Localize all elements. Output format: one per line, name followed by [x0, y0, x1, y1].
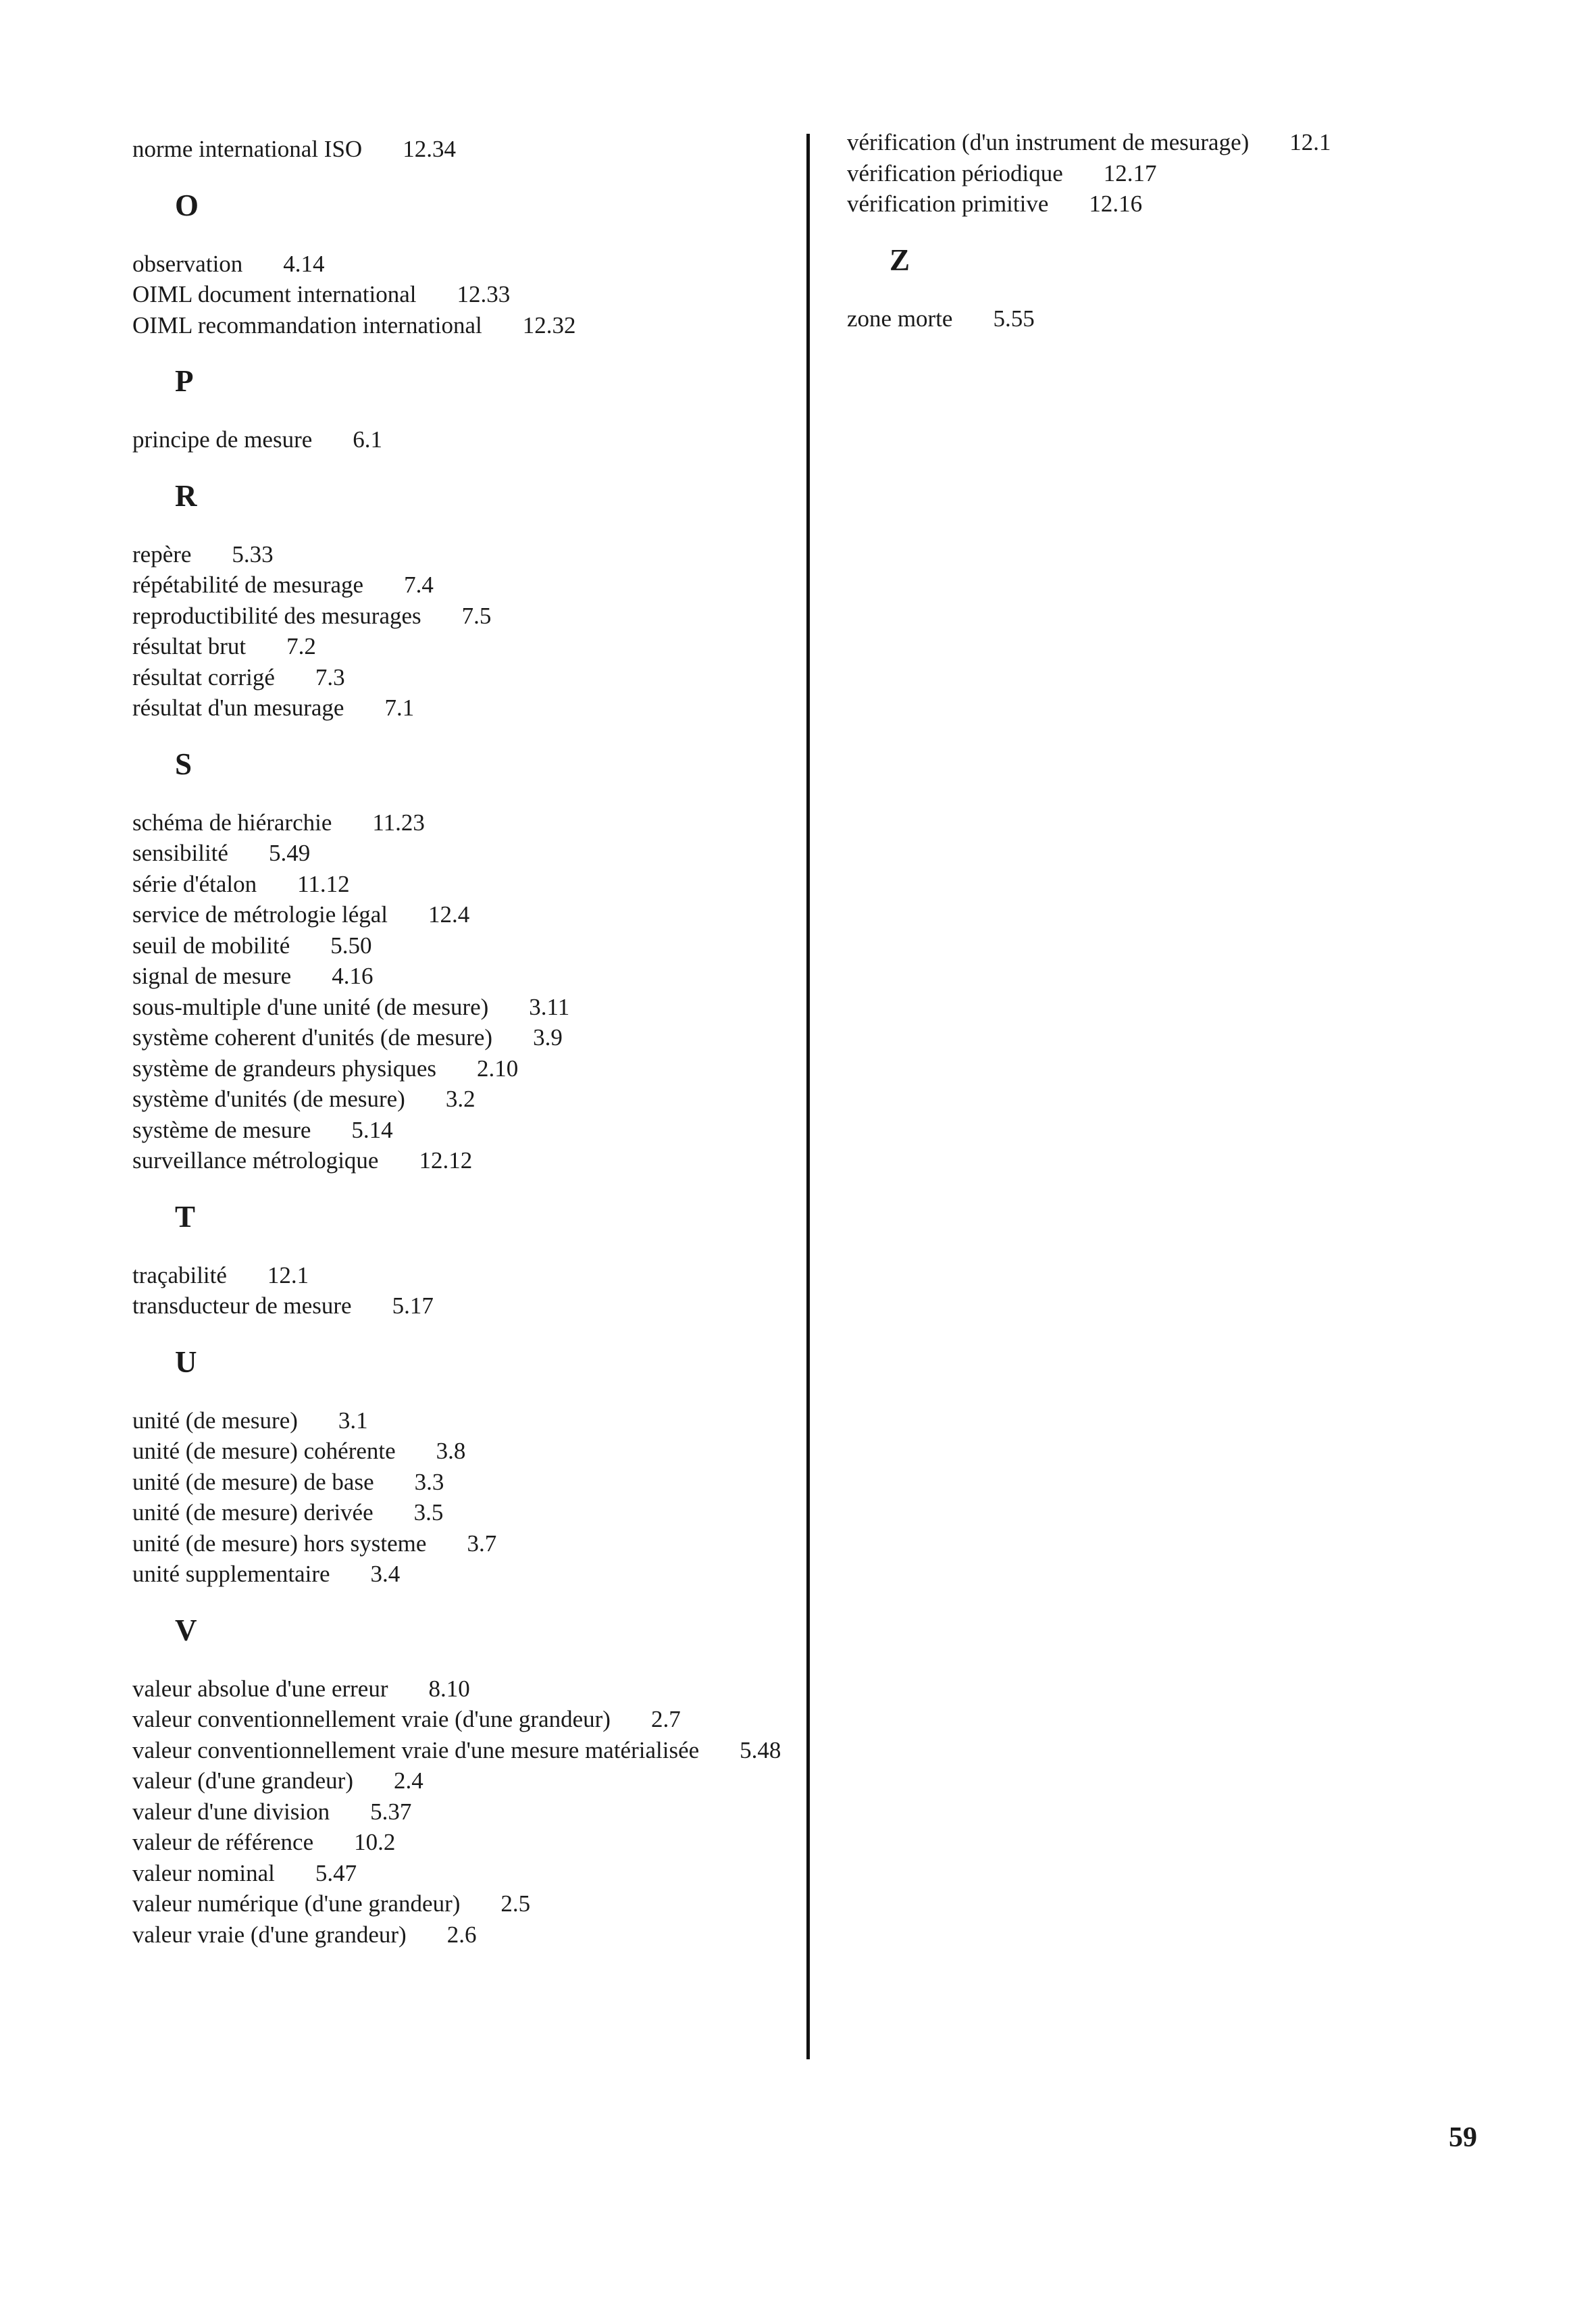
index-reference: 3.2 — [445, 1086, 475, 1112]
index-term: série d'étalon — [132, 870, 257, 897]
index-reference: 3.4 — [370, 1561, 401, 1587]
index-term: unité (de mesure) hors systeme — [132, 1530, 427, 1557]
index-section — [132, 1609, 808, 1951]
index-term: résultat d'un mesurage — [132, 695, 344, 721]
index-section — [132, 474, 808, 724]
index-term: signal de mesure — [132, 963, 292, 989]
index-entry — [132, 662, 808, 693]
index-reference: 2.10 — [477, 1055, 519, 1082]
index-reference: 5.37 — [370, 1798, 412, 1825]
index-entry — [847, 303, 1549, 334]
index-section — [847, 238, 1549, 334]
index-reference: 5.49 — [268, 840, 311, 866]
index-section — [132, 1340, 808, 1590]
section-letter: V — [175, 1613, 197, 1647]
index-reference: 3.1 — [338, 1407, 368, 1434]
section-letter: R — [175, 478, 197, 513]
index-term: valeur (d'une grandeur) — [132, 1767, 353, 1794]
index-entry — [847, 158, 1549, 189]
index-section — [132, 743, 808, 1176]
index-term: valeur conventionnellement vraie (d'une grandeur) — [132, 1706, 611, 1732]
index-entry — [132, 1145, 808, 1176]
index-term: valeur conventionnellement vraie d'une mesure matérialisée — [132, 1736, 700, 1763]
index-entry — [132, 1674, 808, 1705]
index-entry — [847, 188, 1549, 220]
index-term: sous-multiple d'une unité (de mesure) — [132, 993, 489, 1020]
index-term: reproductibilité des mesurages — [132, 602, 421, 629]
continued-entries — [132, 134, 808, 165]
index-term: répétabilité de mesurage — [132, 572, 364, 598]
index-term: valeur absolue d'une erreur — [132, 1675, 388, 1702]
index-term: transducteur de mesure — [132, 1292, 352, 1319]
index-entry — [132, 807, 808, 838]
index-entry — [132, 249, 808, 280]
index-reference: 4.16 — [332, 963, 374, 989]
index-section — [132, 1195, 808, 1322]
index-reference: 5.14 — [351, 1116, 393, 1143]
index-reference: 5.55 — [993, 305, 1035, 332]
index-term: sensibilité — [132, 840, 228, 866]
index-reference: 3.7 — [467, 1530, 497, 1557]
index-term: OIML document international — [132, 281, 417, 307]
index-reference: 7.5 — [461, 602, 492, 629]
index-term: unité (de mesure) derivée — [132, 1499, 374, 1526]
index-reference: 4.14 — [283, 250, 325, 277]
index-entry — [132, 1290, 808, 1322]
index-reference: 12.12 — [419, 1147, 473, 1174]
index-reference: 11.12 — [297, 870, 350, 897]
index-reference: 2.7 — [650, 1706, 681, 1732]
index-reference: 3.9 — [533, 1024, 563, 1051]
index-reference: 2.4 — [393, 1767, 423, 1794]
index-entry — [132, 869, 808, 900]
index-term: unité supplementaire — [132, 1561, 330, 1587]
index-reference: 5.50 — [330, 932, 372, 959]
index-reference: 5.33 — [232, 540, 274, 568]
index-term: observation — [132, 250, 243, 277]
index-reference: 3.8 — [436, 1438, 466, 1464]
index-term: zone morte — [847, 305, 953, 332]
index-term: principe de mesure — [132, 426, 313, 453]
index-term: valeur de référence — [132, 1829, 314, 1855]
index-reference: 6.1 — [353, 426, 383, 453]
continued-entries — [847, 127, 1549, 220]
section-letter: P — [175, 364, 194, 398]
index-entry — [132, 631, 808, 662]
index-entry — [132, 1827, 808, 1858]
index-entry — [132, 930, 808, 961]
index-reference: 12.34 — [403, 136, 456, 162]
column-divider — [806, 134, 810, 2059]
index-reference: 3.11 — [529, 993, 570, 1020]
index-entry — [132, 1022, 808, 1053]
index-reference: 7.1 — [384, 695, 415, 721]
index-entry — [132, 1436, 808, 1467]
index-entry — [132, 1053, 808, 1084]
index-reference: 12.1 — [1289, 129, 1331, 155]
index-reference: 12.4 — [428, 901, 470, 928]
index-entry — [132, 693, 808, 724]
index-entry — [132, 1704, 808, 1735]
index-entry — [132, 961, 808, 992]
index-reference: 8.10 — [428, 1675, 470, 1702]
index-section — [132, 184, 808, 341]
index-reference: 7.3 — [315, 663, 345, 690]
index-entry — [132, 1084, 808, 1115]
right-column — [847, 127, 1549, 334]
index-term: système d'unités (de mesure) — [132, 1086, 405, 1112]
index-reference: 2.6 — [446, 1921, 477, 1948]
index-reference: 3.5 — [413, 1499, 444, 1526]
index-reference: 11.23 — [372, 809, 425, 836]
index-entry — [132, 899, 808, 930]
index-entry — [132, 424, 808, 455]
index-section — [132, 359, 808, 455]
index-reference: 2.5 — [500, 1890, 531, 1917]
index-entry — [132, 539, 808, 570]
index-entry — [132, 1559, 808, 1590]
index-entry — [132, 1405, 808, 1436]
index-term: vérification (d'un instrument de mesurage) — [847, 129, 1250, 155]
index-entry — [132, 1858, 808, 1889]
index-reference: 12.1 — [267, 1261, 309, 1288]
index-entry — [132, 310, 808, 341]
index-term: OIML recommandation international — [132, 311, 482, 338]
left-column — [132, 134, 808, 1950]
index-entry — [132, 601, 808, 632]
index-term: valeur d'une division — [132, 1798, 330, 1825]
index-term: service de métrologie légal — [132, 901, 388, 928]
index-reference: 5.47 — [315, 1859, 357, 1886]
index-entry — [132, 1765, 808, 1796]
index-term: surveillance métrologique — [132, 1147, 379, 1174]
index-entry — [132, 838, 808, 869]
section-letter: U — [175, 1344, 197, 1379]
index-term: système coherent d'unités (de mesure) — [132, 1024, 493, 1051]
index-entry — [847, 127, 1549, 158]
index-term: vérification primitive — [847, 191, 1049, 217]
section-letter: S — [175, 747, 192, 781]
index-entry — [132, 1497, 808, 1528]
index-reference: 12.17 — [1103, 159, 1157, 186]
index-term: vérification périodique — [847, 159, 1063, 186]
index-entry — [132, 1735, 808, 1766]
index-entry — [132, 1467, 808, 1498]
index-entry — [132, 570, 808, 601]
index-reference: 3.3 — [414, 1468, 444, 1495]
index-entry — [132, 134, 808, 165]
index-reference: 5.17 — [392, 1292, 434, 1319]
section-letter: T — [175, 1199, 196, 1234]
index-entry — [132, 279, 808, 310]
index-entry — [132, 1528, 808, 1559]
index-entry — [132, 992, 808, 1023]
index-term: résultat brut — [132, 633, 247, 659]
index-term: unité (de mesure) — [132, 1407, 298, 1434]
page-number: 59 — [1449, 2122, 1477, 2153]
index-term: système de mesure — [132, 1116, 311, 1143]
index-term: seuil de mobilité — [132, 932, 290, 959]
index-term: valeur numérique (d'une grandeur) — [132, 1890, 461, 1917]
index-term: unité (de mesure) cohérente — [132, 1438, 396, 1464]
index-term: repère — [132, 540, 192, 568]
index-term: traçabilité — [132, 1261, 227, 1288]
index-reference: 5.48 — [740, 1736, 781, 1763]
index-term: valeur vraie (d'une grandeur) — [132, 1921, 407, 1948]
index-reference: 7.2 — [286, 633, 316, 659]
index-term: système de grandeurs physiques — [132, 1055, 437, 1082]
index-reference: 7.4 — [404, 572, 434, 598]
index-term: valeur nominal — [132, 1859, 275, 1886]
section-letter: O — [175, 188, 199, 222]
index-reference: 12.33 — [457, 281, 511, 307]
index-term: norme international ISO — [132, 136, 363, 162]
section-letter: Z — [890, 243, 910, 277]
index-term: unité (de mesure) de base — [132, 1468, 374, 1495]
index-entry — [132, 1115, 808, 1146]
index-reference: 10.2 — [354, 1829, 396, 1855]
index-term: résultat corrigé — [132, 663, 275, 690]
index-entry — [132, 1919, 808, 1951]
index-entry — [132, 1796, 808, 1828]
index-reference: 12.16 — [1089, 191, 1143, 217]
index-entry — [132, 1888, 808, 1919]
index-term: schéma de hiérarchie — [132, 809, 332, 836]
index-entry — [132, 1260, 808, 1291]
index-reference: 12.32 — [522, 311, 576, 338]
